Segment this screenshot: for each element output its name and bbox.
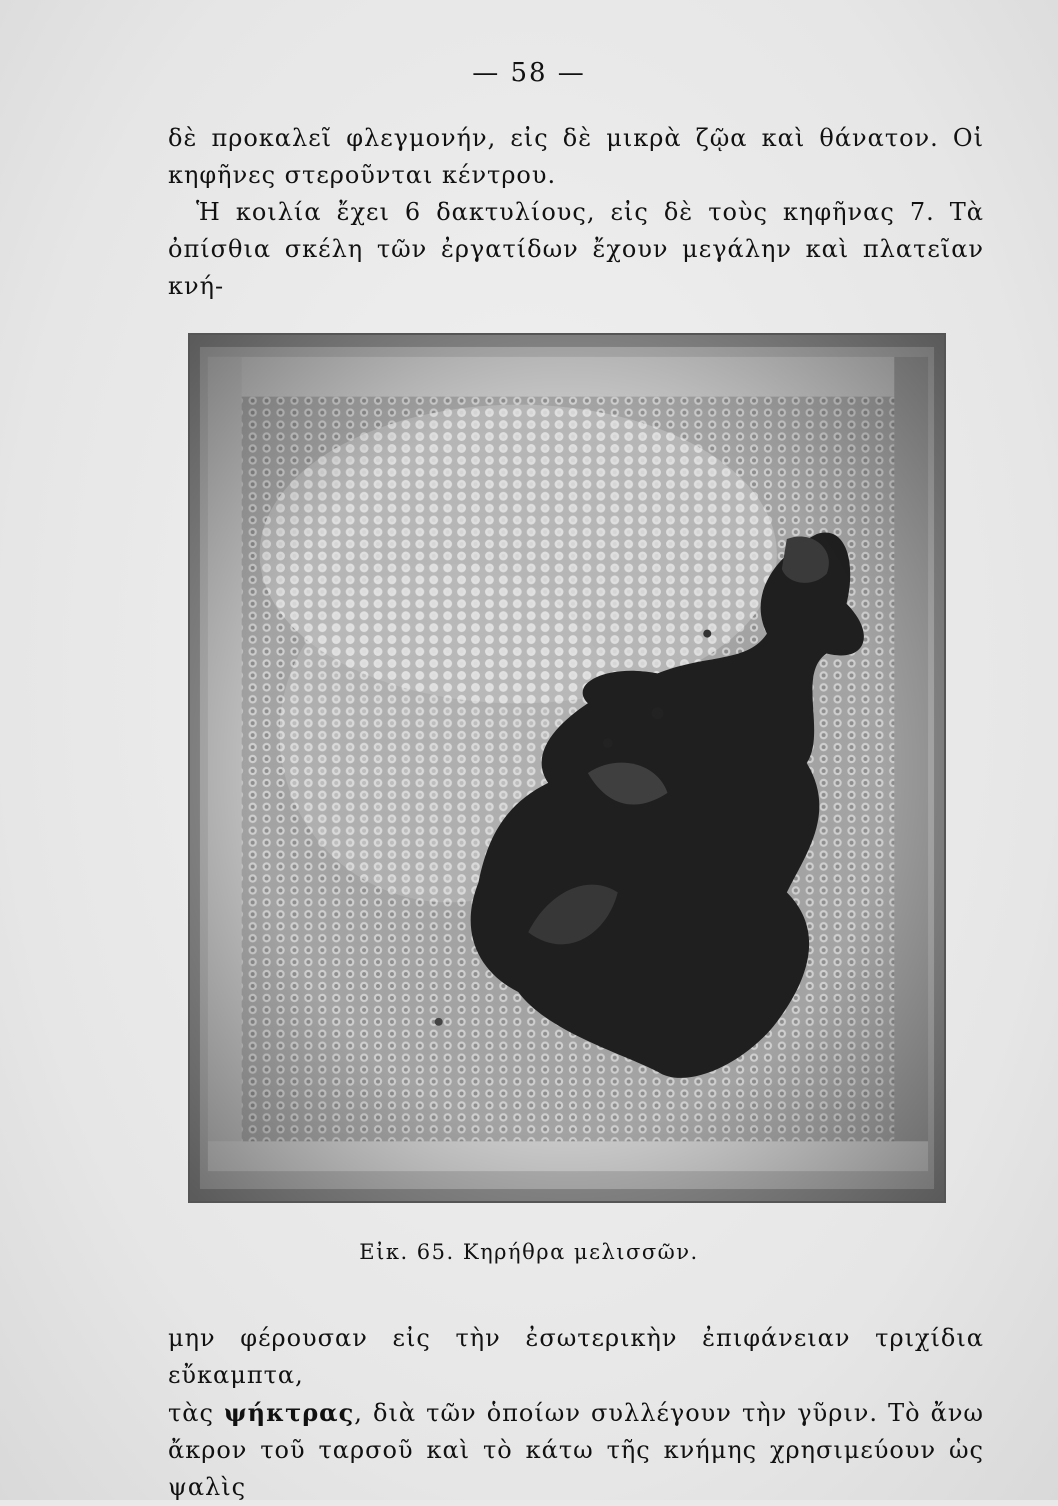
text-line: Ἡ κοιλία ἔχει 6 δακτυλίους, εἰς δὲ τοὺς κηφῆνας 7. Τὰ: [196, 198, 984, 226]
honeycomb-photograph: [188, 333, 946, 1203]
text-fragment: τὰς: [168, 1399, 225, 1427]
text-line: κηφῆνες στεροῦνται κέντρου.: [168, 161, 557, 189]
figure-caption: Εἰκ. 65. Κηρήθρα μελισσῶν.: [359, 1240, 699, 1264]
text-line: δὲ προκαλεῖ φλεγμονήν, εἰς δὲ μικρὰ ζῷα καὶ θάνατον. Οἱ: [168, 124, 984, 152]
text-line: μην φέρουσαν εἰς τὴν ἐσωτερικὴν ἐπιφάνειαν τριχίδια εὔκαμπτα,: [168, 1324, 984, 1389]
top-paragraph-block: [168, 120, 984, 305]
honeycomb-photo-image: [190, 335, 944, 1201]
text-line: ὀπίσθια σκέλη τῶν ἐργατίδων ἔχουν μεγάλην καὶ πλατεῖαν κνή-: [168, 235, 984, 300]
bottom-paragraph-block: [168, 1320, 984, 1506]
text-line: [168, 1394, 984, 1432]
bold-term: ψήκτρας: [224, 1398, 355, 1427]
text-line: ἄκρον τοῦ ταρσοῦ καὶ τὸ κάτω τῆς κνήμης χρησιμεύουν ὡς ψαλὶς: [168, 1436, 984, 1501]
page-number: — 58 —: [472, 58, 586, 88]
text-fragment: , διὰ τῶν ὁποίων συλλέγουν τὴν γῦριν. Τὸ ἄνω: [354, 1399, 984, 1427]
